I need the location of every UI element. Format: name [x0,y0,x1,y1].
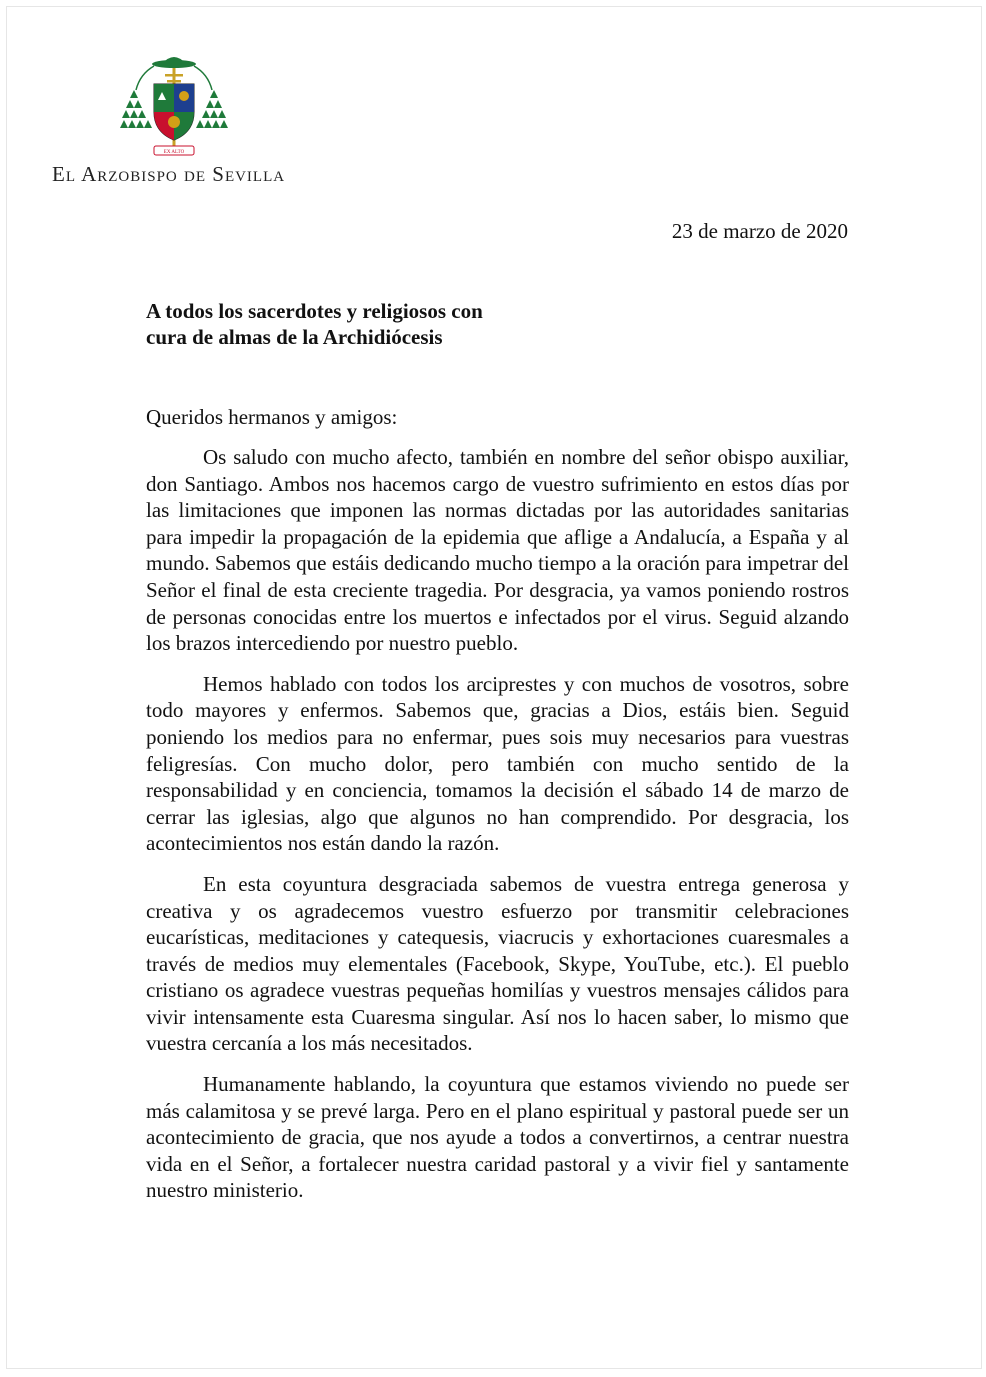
recipient-line: A todos los sacerdotes y religiosos con [146,299,483,323]
letter-body [146,444,849,1218]
letter-date: 23 de marzo de 2020 [671,219,848,243]
letterhead-title: El Arzobispo de Sevilla [52,162,286,186]
body-paragraph: En esta coyuntura desgraciada sabemos de vuestra entrega generosa y creativa y os agradecemos vuestro esfuerzo por transmitir celebraciones eucarísticas, meditaciones y catequesis, viacrucis y exhortaciones cuaresmales a través de medios muy elementales (Facebook, Skype, YouTube, etc.). El pueblo cristiano os agradece vuestras pequeñas homilías y vuestros mensajes cálidos para vivir intensamente esta Cuaresma singular. Así nos lo hacen saber, lo mismo que vuestra cercanía a los más necesitados. [146,871,849,1056]
coat-of-arms-icon [118,50,230,162]
recipient-block [146,298,483,350]
body-paragraph: Os saludo con mucho afecto, también en nombre del señor obispo auxiliar, don Santiago. Ambos nos hacemos cargo de vuestro sufrimiento en estos días por las limitaciones que imponen las normas dictadas por las autoridades sanitarias para impedir la propagación de la epidemia que aflige a Andalucía, a España y al mundo. Sabemos que estáis dedicando mucho tiempo a la oración para impetrar del Señor el final de esta creciente tragedia. Por desgracia, ya vamos poniendo rostros de personas conocidas entre los muertos e infectados por el virus. Seguid alzando los brazos intercediendo por nuestro pueblo. [146,445,849,656]
body-paragraph: Hemos hablado con todos los arciprestes y con muchos de vosotros, sobre todo mayores y enfermos. Sabemos que, gracias a Dios, estáis bien. Seguid poniendo los medios para no enfermar, pues sois muy necesarios para vuestras feligresías. Con mucho dolor, pero también con mucho sentido de la responsabilidad y en conciencia, tomamos la decisión el sábado 14 de marzo de cerrar las iglesias, algo que algunos no han comprendido. Por desgracia, los acontecimientos nos están dando la razón. [146,671,849,856]
salutation: Queridos hermanos y amigos: [146,405,398,429]
body-paragraph: Humanamente hablando, la coyuntura que estamos viviendo no puede ser más calamitosa y se prevé larga. Pero en el plano espiritual y pastoral puede ser un acontecimiento de gracia, que nos ayude a todos a convertirnos, a centrar nuestra vida en el Señor, a fortalecer nuestra caridad pastoral y a vivir fiel y santamente nuestro ministerio. [146,1072,849,1203]
recipient-line: cura de almas de la Archidiócesis [146,325,443,349]
motto-text: EX ALTO [163,150,185,155]
